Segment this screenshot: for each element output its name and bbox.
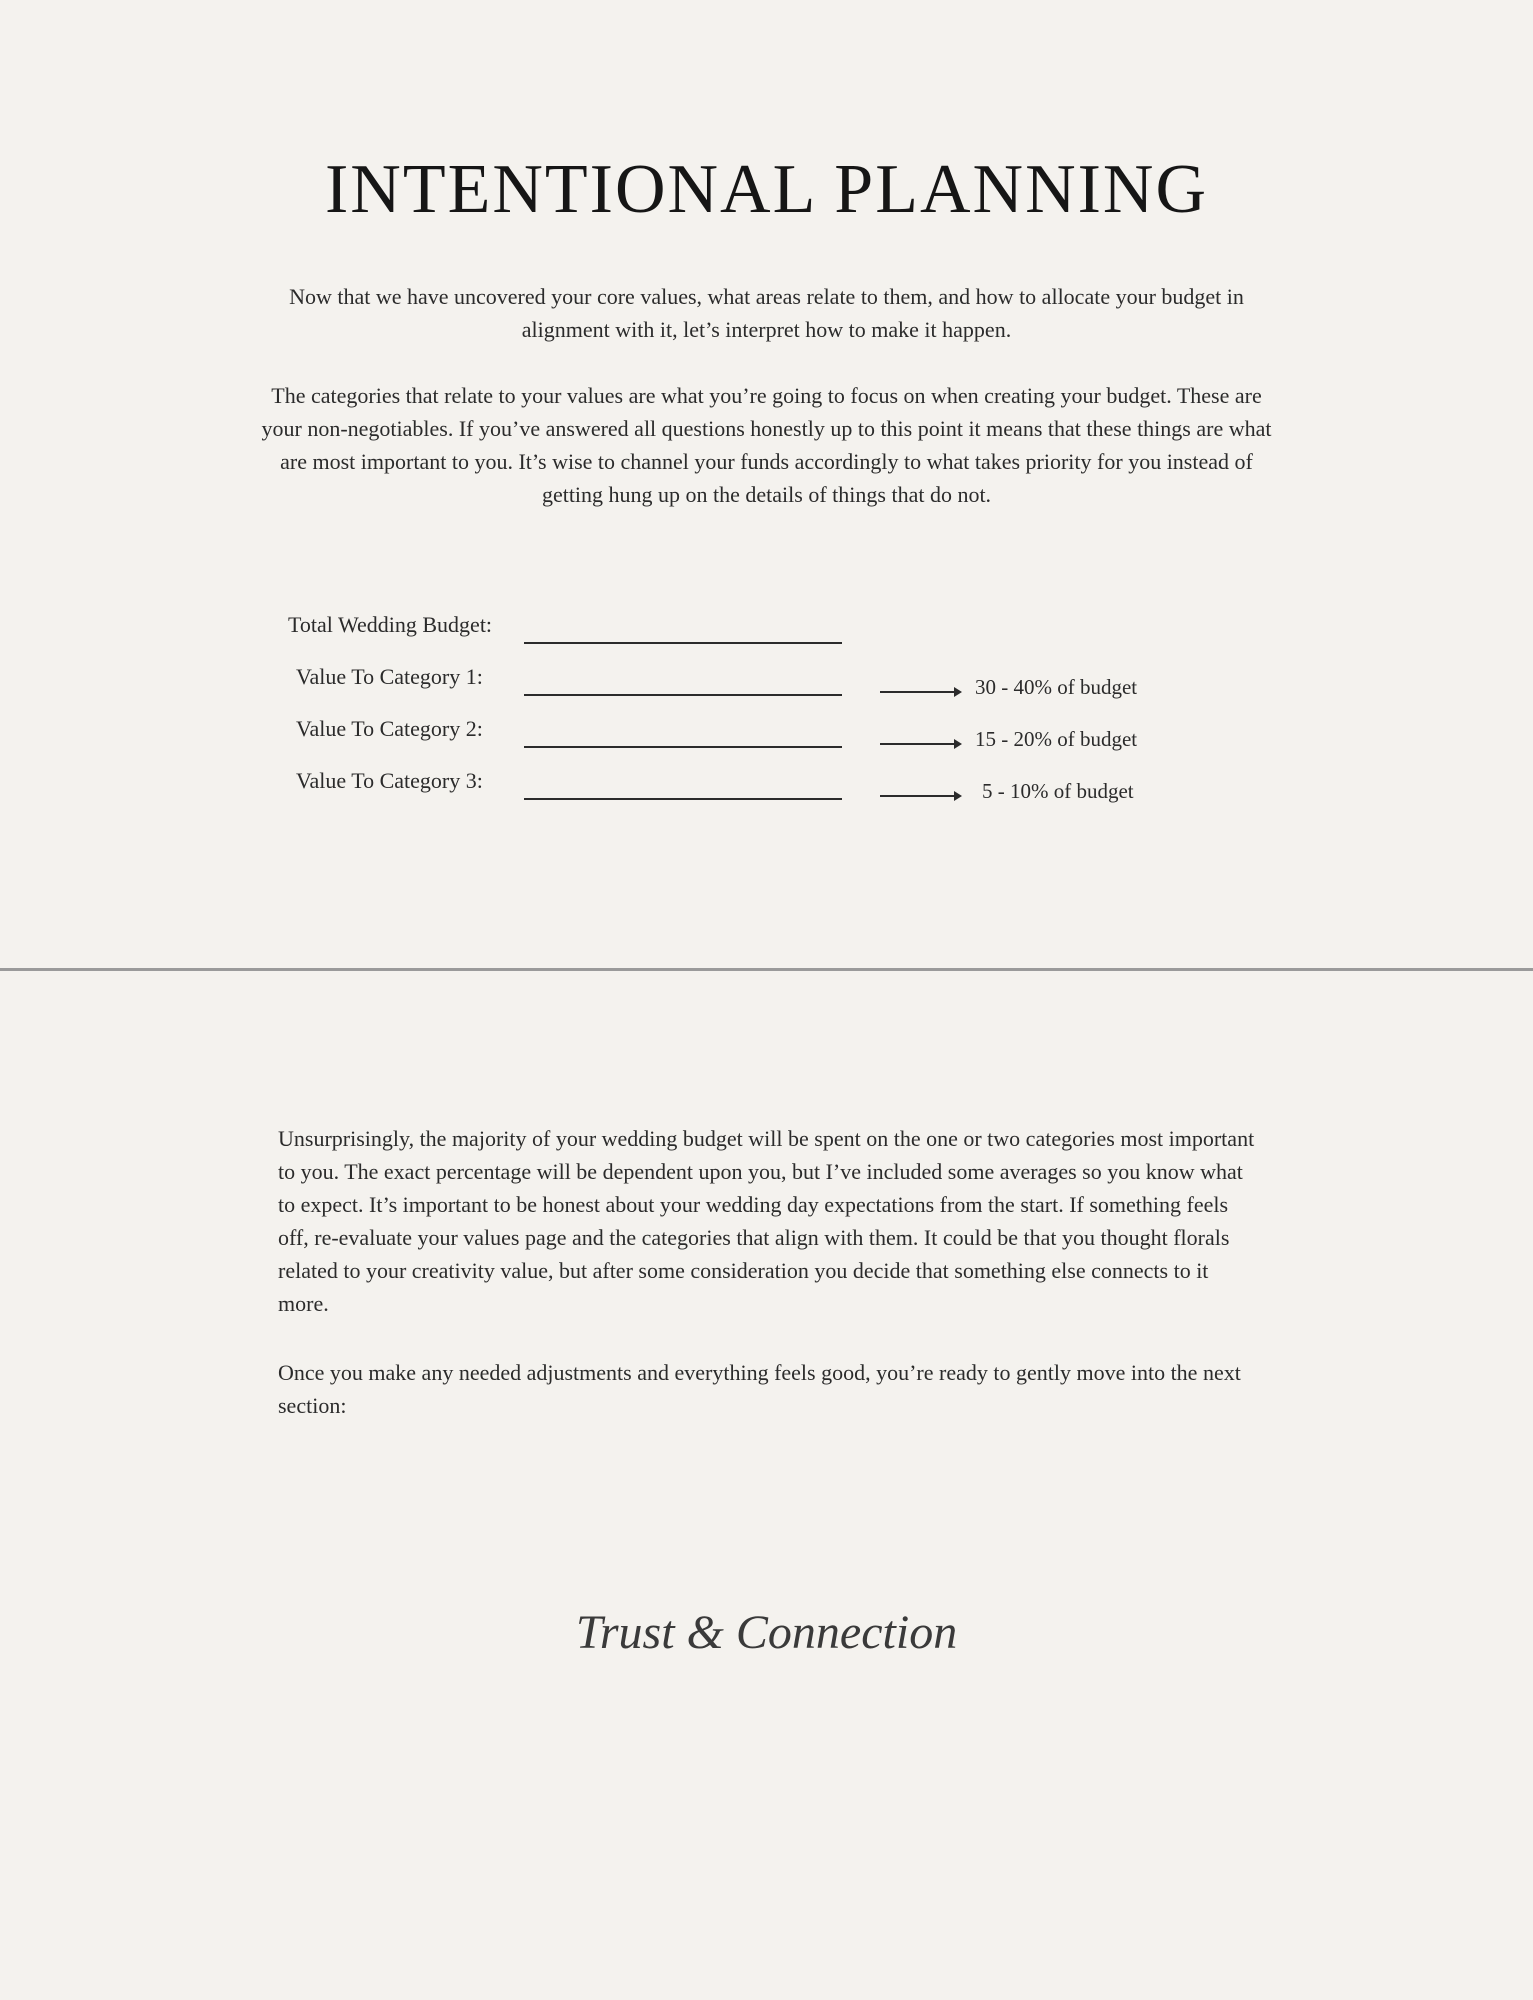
- next-section-title: Trust & Connection: [575, 1606, 958, 1659]
- right-arrow-icon: [880, 791, 962, 801]
- page-title: INTENTIONAL PLANNING: [324, 151, 1209, 228]
- category-row-2: [0, 716, 1533, 756]
- total-budget-field[interactable]: [524, 642, 842, 644]
- category-field-2[interactable]: [524, 746, 842, 748]
- category-percentage-1: 30 - 40% of budget: [975, 675, 1138, 699]
- right-arrow-icon: [880, 687, 962, 697]
- total-budget-row: [0, 612, 1533, 652]
- intro-paragraph-2: The categories that relate to your values are what you’re going to focus on when creating your budget. These are your non-negotiables. If you’ve answered all questions honestly up to this point it means that these things are what are most important to you. It’s wise to channel your funds accordingly to what takes priority for you instead of getting hung up on the details of things that do not.: [261, 383, 1272, 507]
- category-row-3: [0, 768, 1533, 808]
- page-divider: [0, 968, 1533, 971]
- right-arrow-icon: [880, 739, 962, 749]
- category-field-3[interactable]: [524, 798, 842, 800]
- category-label-1: Value To Category 1:: [296, 664, 483, 689]
- category-label-3: Value To Category 3:: [296, 768, 483, 793]
- category-label-2: Value To Category 2:: [296, 716, 483, 741]
- lower-paragraph-1: Unsurprisingly, the majority of your wedding budget will be spent on the one or two categories most important to you. The exact percentage will be dependent upon you, but I’ve included some averages so you know what to expect. It’s important to be honest about your wedding day expectations from the start. If something feels off, re-evaluate your values page and the categories that align with them. It could be that you thought florals related to your creativity value, but after some consideration you decide that something else connects to it more.: [278, 1126, 1255, 1316]
- category-percentage-3: 5 - 10% of budget: [982, 779, 1134, 803]
- category-percentage-2: 15 - 20% of budget: [975, 727, 1138, 751]
- lower-paragraph-2: Once you make any needed adjustments and everything feels good, you’re ready to gently move into the next section:: [278, 1360, 1241, 1418]
- intro-paragraph-1: Now that we have uncovered your core values, what areas relate to them, and how to allocate your budget in alignment with it, let’s interpret how to make it happen.: [289, 284, 1244, 342]
- category-row-1: [0, 664, 1533, 704]
- total-budget-label: Total Wedding Budget:: [288, 612, 493, 637]
- category-field-1[interactable]: [524, 694, 842, 696]
